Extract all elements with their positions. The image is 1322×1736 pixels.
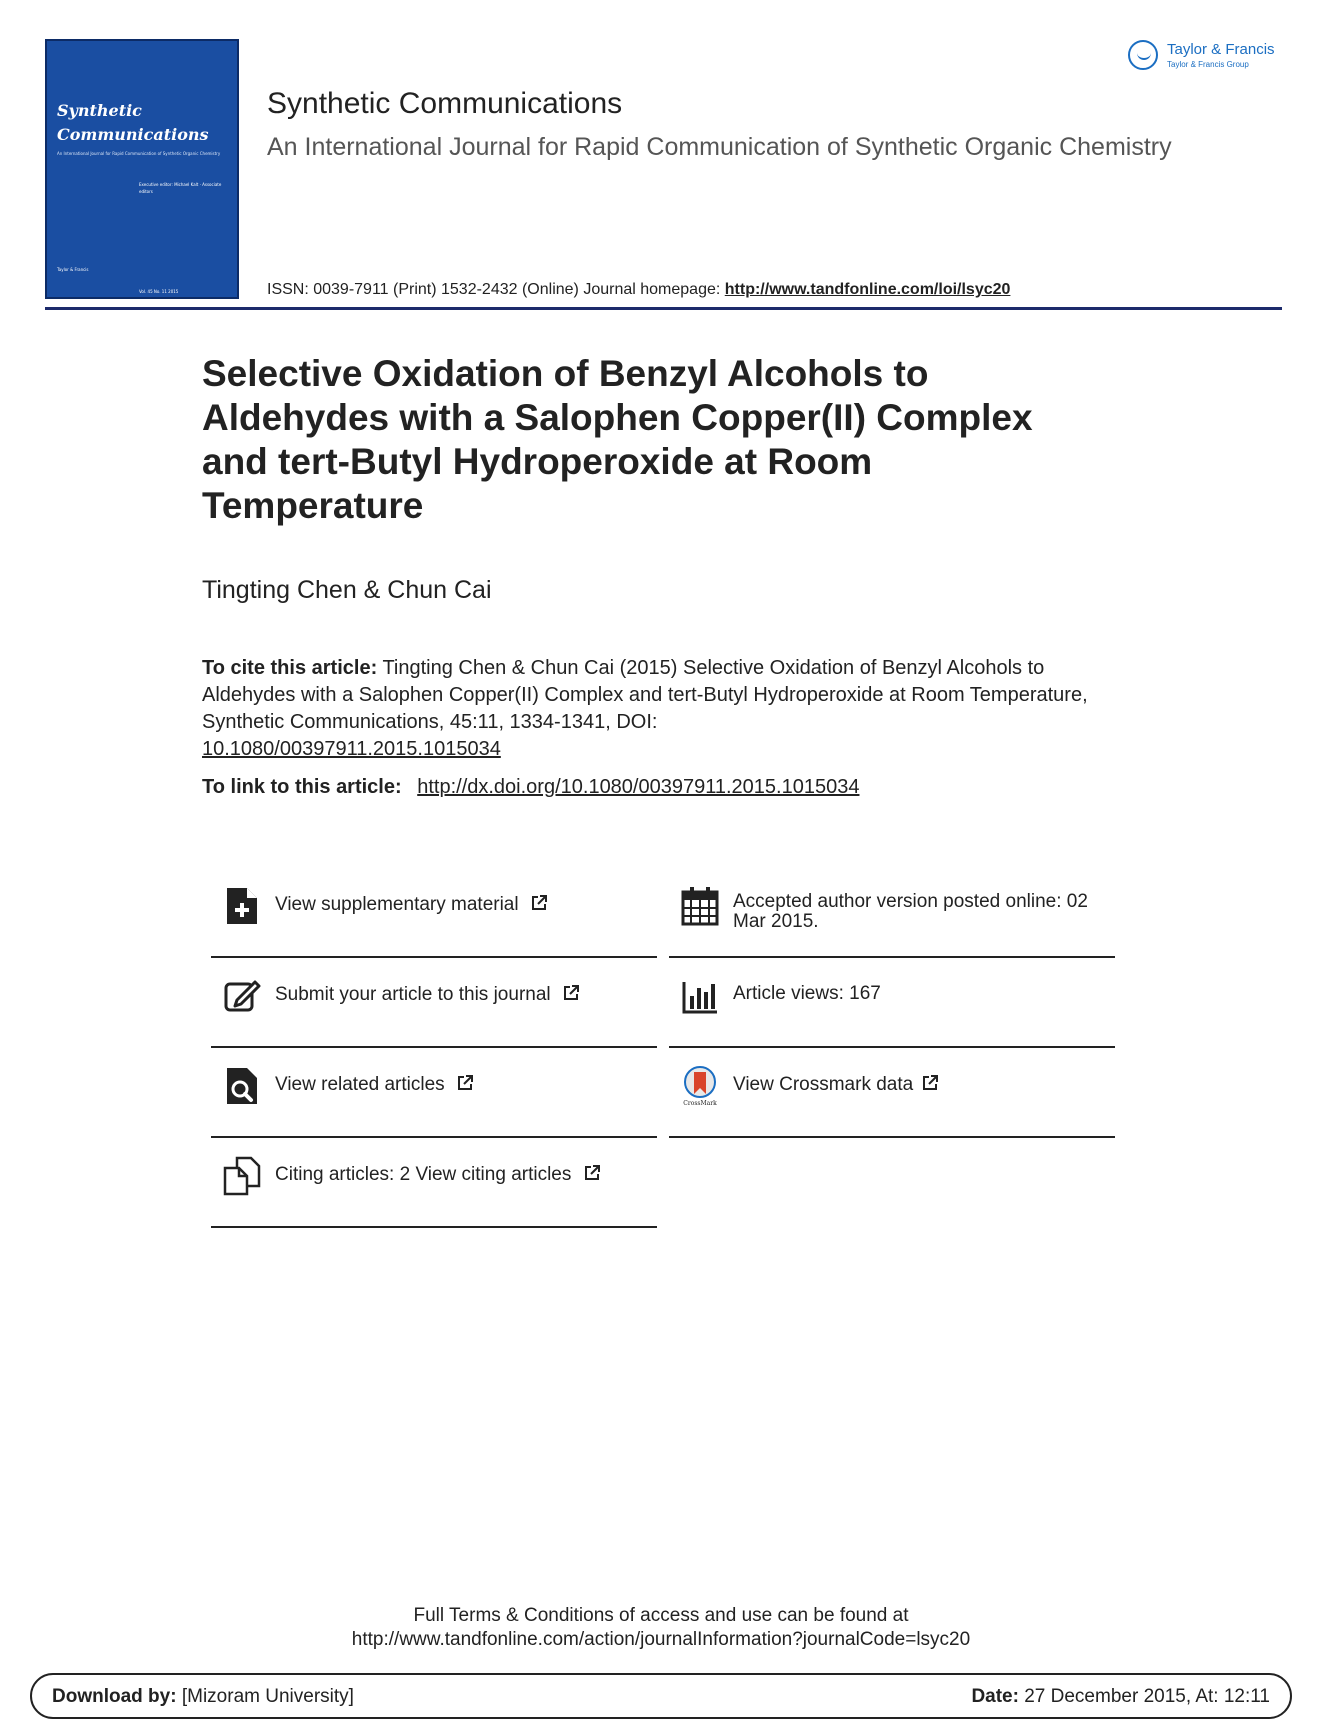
cover-editors: Executive editor: Michael Kalt · Associate editors	[139, 182, 222, 194]
article-title: Selective Oxidation of Benzyl Alcohols to Aldehydes with a Salophen Copper(II) Complex and tert-Butyl Hydroperoxide at Room Temperature	[202, 353, 1033, 526]
cover-title-line2: Communications	[57, 125, 209, 144]
taylor-francis-lamp-icon	[1128, 40, 1158, 70]
supplementary-material-item[interactable]	[211, 868, 657, 958]
cover-publisher: Taylor & Francis	[57, 267, 89, 272]
cite-text: Tingting Chen & Chun Cai (2015) Selective Oxidation of Benzyl Alcohols to Aldehydes with a Salophen Copper(II) Complex and tert-Butyl Hydroperoxide at Room Temperature, Synthetic Communications, 45:11, 1334-1341, DOI:	[202, 657, 1088, 733]
journal-subtitle: An International Journal for Rapid Communication of Synthetic Organic Chemistry	[267, 133, 1172, 161]
cite-label: To cite this article:	[202, 657, 378, 679]
article-link-line	[202, 776, 859, 799]
journal-homepage-link[interactable]: http://www.tandfonline.com/loi/lsyc20	[724, 281, 1011, 298]
crossmark-logo-text: CrossMark	[683, 1100, 717, 1106]
date-value: 27 December 2015, At: 12:11	[1024, 1686, 1270, 1707]
external-link-icon	[583, 1164, 601, 1182]
accepted-label: Accepted author version posted online: 02 Mar 2015.	[733, 891, 1088, 932]
accepted-version-item	[669, 868, 1115, 958]
cover-title	[57, 99, 237, 147]
journal-cover-image	[45, 39, 239, 299]
publisher-group: Taylor & Francis Group	[1167, 60, 1249, 69]
related-articles-item[interactable]	[211, 1048, 657, 1138]
article-doi-url[interactable]: http://dx.doi.org/10.1080/00397911.2015.1015034	[417, 776, 860, 798]
terms-and-conditions	[0, 1604, 1322, 1652]
header-divider	[45, 307, 1282, 310]
related-label: View related articles	[275, 1074, 655, 1095]
citing-articles-item[interactable]	[211, 1138, 657, 1228]
cover-subtitle: An International Journal for Rapid Communication of Synthetic Organic Chemistry	[57, 151, 221, 156]
calendar-icon	[681, 886, 719, 926]
external-link-icon	[921, 1074, 939, 1092]
copy-documents-icon	[223, 1156, 261, 1196]
external-link-icon	[456, 1074, 474, 1092]
download-by	[52, 1686, 354, 1708]
issn-line	[267, 281, 1010, 299]
cover-title-line1: Synthetic	[57, 101, 142, 120]
taylor-francis-logo[interactable]	[1128, 38, 1288, 78]
download-info-bar	[30, 1673, 1292, 1719]
journal-title: Synthetic Communications	[267, 87, 623, 120]
download-date	[971, 1686, 1270, 1708]
link-label: To link to this article:	[202, 776, 402, 798]
submit-article-item[interactable]	[211, 958, 657, 1048]
article-authors: Tingting Chen & Chun Cai	[202, 576, 492, 604]
views-label: Article views: 167	[733, 983, 881, 1004]
edit-icon	[223, 976, 261, 1016]
external-link-icon	[530, 894, 548, 912]
file-plus-icon	[223, 886, 261, 926]
article-views-item	[669, 958, 1115, 1048]
citation-block	[202, 655, 1102, 763]
download-label: Download by:	[52, 1686, 177, 1707]
crossmark-icon	[681, 1066, 719, 1106]
crossmark-item[interactable]	[669, 1048, 1115, 1138]
supplementary-label: View supplementary material	[275, 894, 655, 915]
date-label: Date:	[971, 1686, 1019, 1707]
cover-volume: Vol. 45 No. 11 2015	[139, 289, 179, 294]
crossmark-label: View Crossmark data	[733, 1074, 1113, 1095]
terms-url[interactable]: http://www.tandfonline.com/action/journalInformation?journalCode=lsyc20	[351, 1629, 971, 1650]
search-document-icon	[223, 1066, 261, 1106]
terms-line1: Full Terms & Conditions of access and use can be found at	[413, 1605, 909, 1626]
citing-label: Citing articles: 2 View citing articles	[275, 1164, 655, 1185]
cite-doi-link[interactable]: 10.1080/00397911.2015.1015034	[202, 738, 501, 760]
issn-text: ISSN: 0039-7911 (Print) 1532-2432 (Online) Journal homepage:	[267, 281, 721, 298]
bar-chart-icon	[681, 976, 719, 1016]
publisher-name: Taylor & Francis	[1167, 41, 1275, 58]
external-link-icon	[562, 984, 580, 1002]
submit-label: Submit your article to this journal	[275, 984, 655, 1005]
download-value: [Mizoram University]	[181, 1686, 354, 1707]
